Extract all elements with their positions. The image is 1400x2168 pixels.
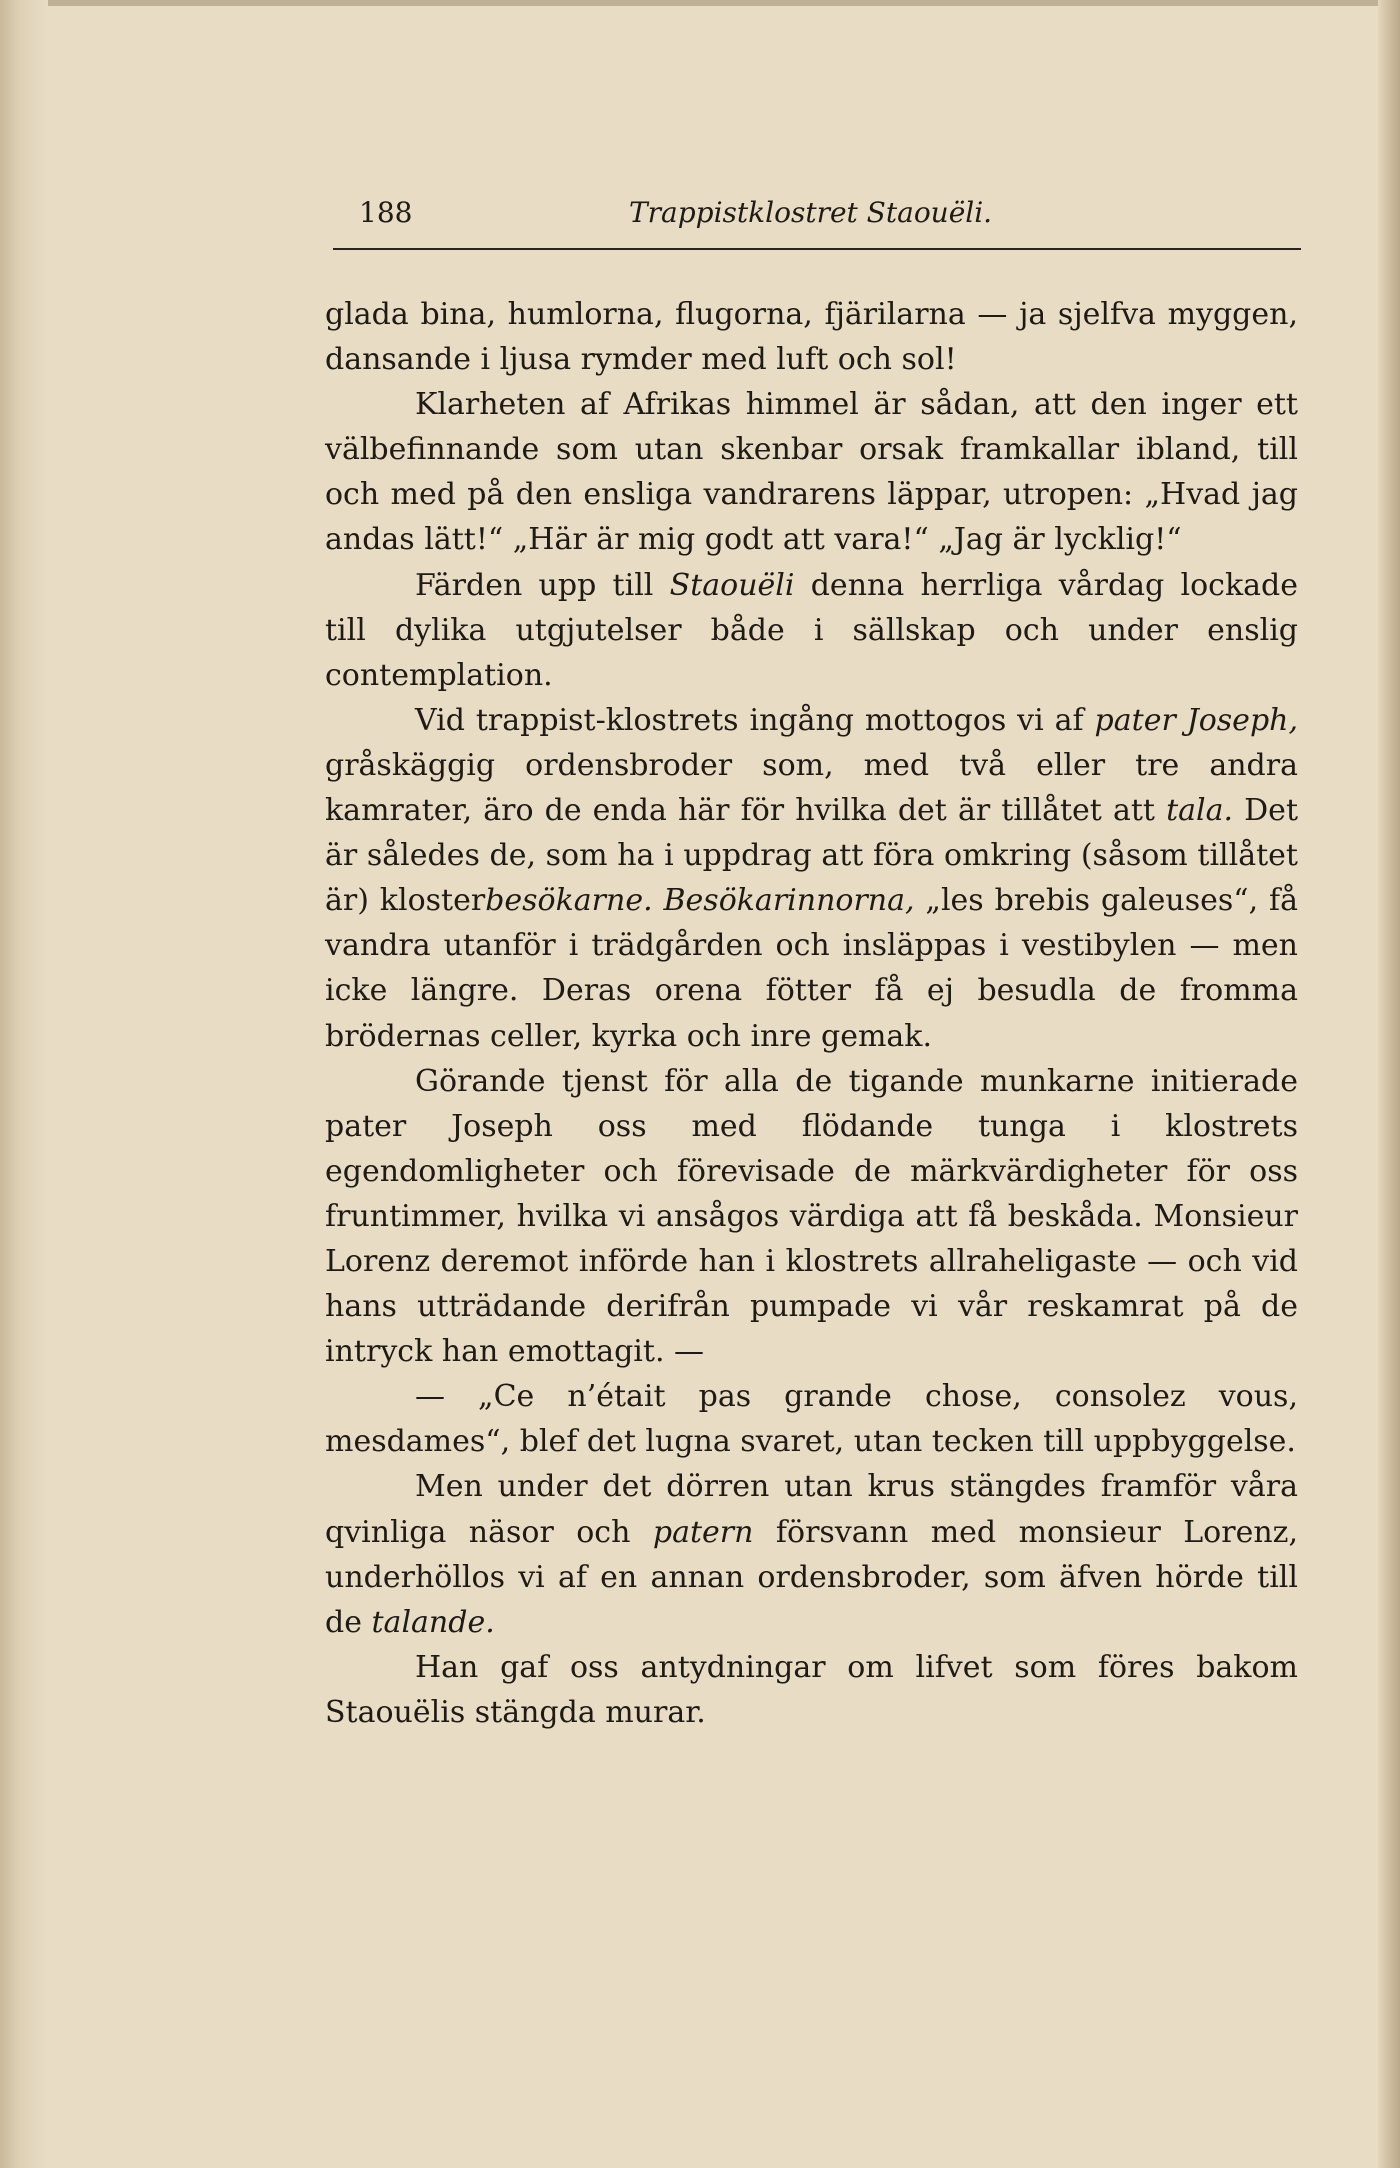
paragraph-7-text-a: Men under det dörren utan krus stängdes framför våra qvinliga näsor och [325, 1469, 1298, 1550]
header-rule [333, 248, 1301, 250]
paragraph-4-text-a: Vid trappist-klostrets ingång mottogos vi af [415, 702, 1095, 738]
paragraph-4 [325, 698, 1298, 1059]
running-header [323, 192, 1301, 236]
page-number: 188 [359, 196, 413, 229]
binding-gutter [0, 0, 48, 2168]
paragraph-7 [325, 1464, 1298, 1644]
paragraph-8: Han gaf oss antydningar om lifvet som föres bakom Staouëlis stängda murar. [325, 1649, 1298, 1730]
paragraph-7-italic-patern: patern [652, 1514, 754, 1550]
paragraph-3-italic-place: Staouëli [669, 567, 795, 603]
paragraph-4-text-e: Det är således de, som ha i uppdrag att föra omkring (såsom tillåtet är) kloster [325, 793, 1298, 919]
paragraph-4-text-g: „les brebis galeuses“, få vandra utanför i trädgården och insläppas i vestibylen — men icke längre. Deras orena fötter få ej besudla de fromma brödernas celler, kyrka och inre gemak. [325, 883, 1298, 1054]
page-edge-shadow [1378, 0, 1400, 2168]
paragraph-3-text-a: Färden upp till [415, 567, 670, 603]
page-top-edge [0, 0, 1400, 6]
paragraph-1: glada bina, humlorna, flugorna, fjärilarna — ja sjelfva myggen, dansande i ljusa rymder med luft och sol! [325, 297, 1298, 378]
paragraph-4-text-c: gråskäggig ordensbroder som, med två eller tre andra kamrater, äro de enda här för hvilka det är tillåtet att [325, 747, 1298, 829]
paragraph-7-italic-talande: talande. [371, 1604, 495, 1640]
running-title: Trappistklostret Staouëli. [629, 196, 993, 229]
paragraph-4-italic-tala: tala. [1166, 793, 1234, 829]
paragraph-4-italic-name: pater Joseph, [1094, 702, 1299, 738]
body-text [325, 292, 1298, 1735]
paragraph-6: — „Ce n’était pas grande chose, consolez vous, mesdames“, blef det lugna svaret, utan tecken till uppbyggelse. [325, 1379, 1298, 1460]
paragraph-7-text-c: försvann med monsieur Lorenz, underhöllos vi af en annan ordensbroder, som äfven hörde till de [325, 1514, 1299, 1640]
paragraph-3-text-c: denna herrliga vårdag lockade till dylika utgjutelser både i sällskap och under enslig contemplation. [325, 567, 1298, 693]
paragraph-3 [325, 563, 1298, 698]
paragraph-5: Görande tjenst för alla de tigande munkarne initierade pater Joseph oss med flödande tunga i klostrets egendomligheter och förevisade de märkvärdigheter för oss fruntimmer, hvilka vi ansågos värdiga att få beskåda. Monsieur Lorenz deremot införde han i klostrets allraheligaste — och vid hans utträdande derifrån pumpade vi vår reskamrat på de intryck han emottagit. — [325, 1063, 1298, 1370]
paragraph-4-italic-visitors: besökarne. Besökarinnorna, [485, 883, 915, 919]
paragraph-2: Klarheten af Afrikas himmel är sådan, att den inger ett välbefinnande som utan skenbar orsak framkallar ibland, till och med på den ensliga vandrarens läppar, utropen: „Hvad jag andas lätt!“ „Här är mig godt att vara!“ „Jag är lycklig!“ [325, 387, 1298, 558]
